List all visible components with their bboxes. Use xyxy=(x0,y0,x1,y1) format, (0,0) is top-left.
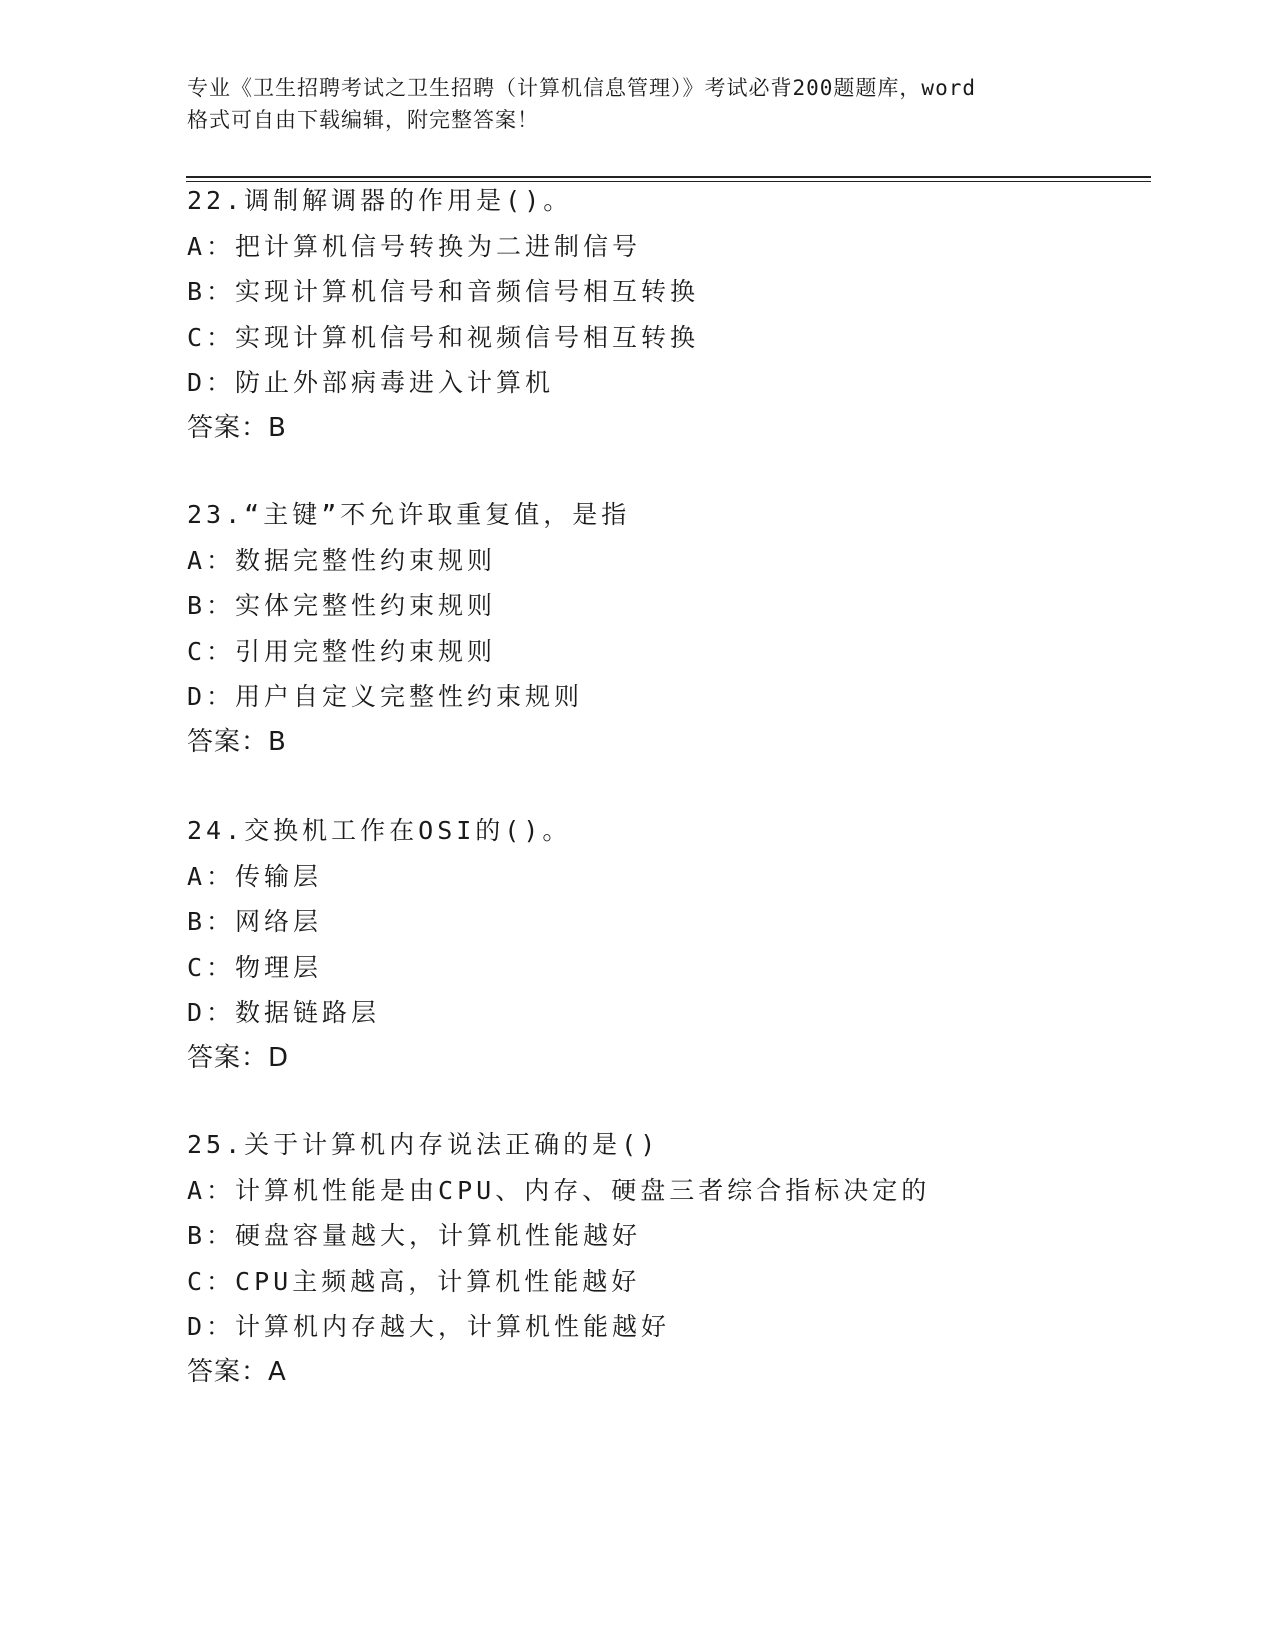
answer-line: 答案：B xyxy=(187,412,287,443)
option-a: A：把计算机信号转换为二进制信号 xyxy=(187,231,642,261)
option-a: A：计算机性能是由CPU、内存、硬盘三者综合指标决定的 xyxy=(187,1175,931,1205)
document-header xyxy=(187,72,1087,136)
option-c: C：CPU主频越高，计算机性能越好 xyxy=(187,1266,641,1296)
option-d: D：数据链路层 xyxy=(187,998,381,1027)
option-b: B：实体完整性约束规则 xyxy=(187,591,497,620)
option-b: B：网络层 xyxy=(187,907,323,936)
option-d: D：用户自定义完整性约束规则 xyxy=(187,682,584,711)
header-line-1: 专业《卫生招聘考试之卫生招聘（计算机信息管理）》考试必背200题题库，word xyxy=(187,76,976,100)
question-stem: 25.关于计算机内存说法正确的是() xyxy=(187,1130,660,1159)
question-22 xyxy=(187,178,1147,451)
question-stem: 23.“主键”不允许取重复值，是指 xyxy=(187,500,631,529)
question-24 xyxy=(187,808,1147,1081)
question-23 xyxy=(187,492,1147,765)
header-line-2: 格式可自由下载编辑，附完整答案！ xyxy=(187,108,539,132)
answer-line: 答案：D xyxy=(187,1042,290,1073)
option-d: D：防止外部病毒进入计算机 xyxy=(187,368,555,397)
option-a: A：传输层 xyxy=(187,861,323,891)
option-c: C：引用完整性约束规则 xyxy=(187,636,497,666)
option-c: C：实现计算机信号和视频信号相互转换 xyxy=(187,322,700,352)
option-a: A：数据完整性约束规则 xyxy=(187,545,497,575)
question-stem: 22.调制解调器的作用是()。 xyxy=(187,186,573,215)
question-stem: 24.交换机工作在OSI的()。 xyxy=(187,816,572,845)
answer-line: 答案：B xyxy=(187,726,287,757)
answer-line: 答案：A xyxy=(187,1356,287,1387)
option-c: C：物理层 xyxy=(187,952,323,982)
option-b: B：实现计算机信号和音频信号相互转换 xyxy=(187,277,700,306)
option-d: D：计算机内存越大，计算机性能越好 xyxy=(187,1312,671,1341)
option-b: B：硬盘容量越大，计算机性能越好 xyxy=(187,1221,642,1250)
question-25 xyxy=(187,1122,1147,1395)
